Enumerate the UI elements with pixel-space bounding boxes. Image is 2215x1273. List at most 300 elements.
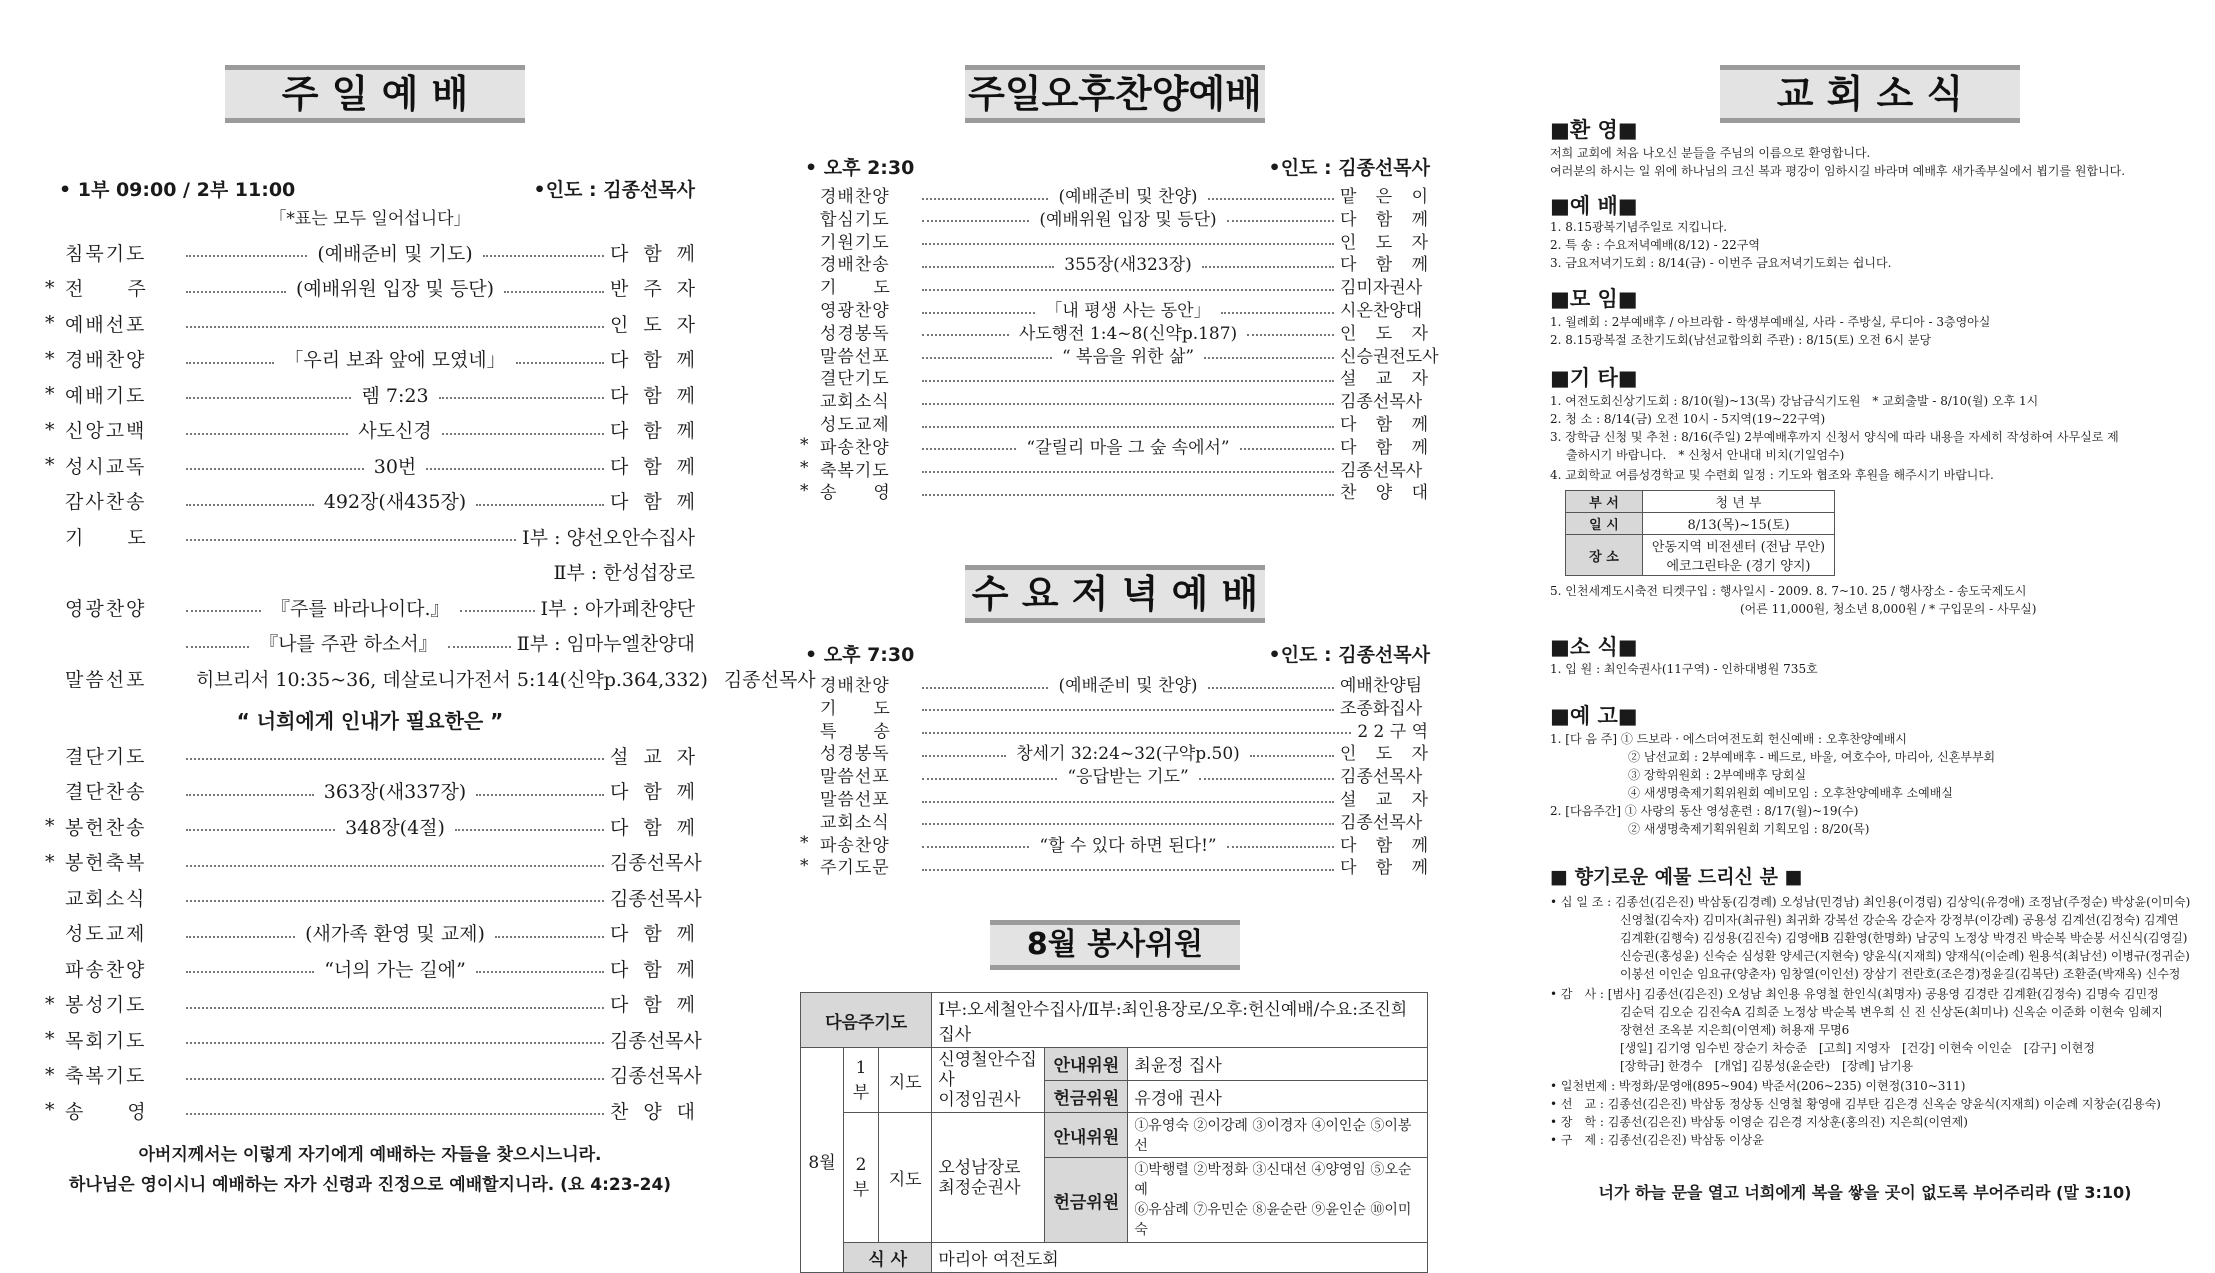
standing-marker: * [45,383,55,405]
leader-dots [922,823,1334,825]
order-label: 교회소식 [820,392,890,413]
order-label: 성도교제 [820,415,890,435]
order-person: 김종선목사 [610,852,702,874]
sunday-service-title: 주 일 예 배 [225,65,525,123]
leader-dots [922,778,1057,780]
order-row [45,661,816,695]
camp-date-value: 8/13(목)~15(토) [1643,513,1835,535]
order-person: 다 함 께 [1340,835,1428,856]
leader-dots [186,971,314,973]
order-person: 다 함 께 [610,420,696,442]
leader-dots [1227,220,1334,222]
order-content: “너의 가는 길에” [324,958,466,981]
offering-burnt: • 일천번제 : 박정화/문영애(895~904) 박준서(206~235) 이현정(310~311) [1550,1079,1966,1093]
offering-relief: • 구 제 : 김종선(김은진) 박삼동 이상윤 [1550,1133,1764,1147]
order-content: 히브리서 10:35~36, 데살로니가전서 5:14(신약p.364,332) [196,668,708,691]
worship-heading: ■예 배■ [1550,194,1638,218]
month-cell: 8월 [801,1048,844,1273]
order-person: 다 함 께 [610,349,695,371]
order-content: “갈릴리 마을 그 숲 속에서” [1026,437,1230,458]
standing-marker: * [45,815,55,837]
order-label: 송 영 [820,483,891,504]
camp-place-value [1643,535,1835,576]
order-person: 김종선목사 [1340,767,1423,788]
notice-line1: 1. [다 음 주] ① 드보라 · 에스더여전도회 헌신예배 : 오후찬양예배시 [1550,732,1908,746]
camp-dept-value: 청 년 부 [1643,491,1835,513]
order-label: 성도교제 [65,923,147,945]
scripture-line-1: 아버지께서는 이렇게 자기에게 예배하는 자들을 찾으시느니라. [138,1145,602,1165]
order-row [45,484,695,518]
order-content: (예배준비 및 찬양) [1058,676,1198,696]
leader-dots [922,471,1334,473]
part1-offer-head: 헌금위원 [1045,1080,1128,1113]
leader-dots [922,755,1006,757]
camp-table [1565,490,1835,576]
order-label: 축복기도 [65,1065,147,1087]
order-row [45,413,695,447]
order-label: 말씀선포 [820,346,890,367]
next-week-prayer-value: Ⅰ부:오세철안수집사/Ⅱ부:최인용장로/오후:헌신예배/수요:조진희집사 [932,993,1428,1048]
meeting-heading: ■모 임■ [1550,287,1638,311]
order-person: 김종선목사 [610,1029,702,1052]
news-line1: 1. 입 원 : 최인숙권사(11구역) - 인하대병원 735호 [1550,662,1818,676]
leader-dots [455,829,604,831]
order-row [45,555,695,589]
order-row [800,365,1428,388]
order-person: 다 함 께 [610,491,696,513]
order-person: 다 함 께 [610,384,695,407]
order-content: (예배준비 및 찬양) [1058,187,1198,207]
order-label: 봉헌축복 [65,852,147,874]
leader-dots [186,397,351,399]
order-content: (예배위원 입장 및 등단) [1039,209,1217,230]
order-row [800,695,1428,718]
order-person: 설 교 자 [1340,790,1428,810]
worship-line1: 1. 8.15광복기념주일로 지킵니다. [1550,220,1728,234]
order-label: 전 주 [65,278,148,300]
order-label: 교회소식 [65,887,147,910]
leader-dots [186,362,274,364]
news-heading: ■소 식■ [1550,635,1638,659]
order-person: 다 함 께 [1340,858,1428,879]
order-label: 영광찬양 [820,301,890,321]
standing-marker: * [45,312,55,334]
order-content: “할 수 있다 하면 된다!” [1039,835,1217,856]
order-person: 반 주 자 [610,278,696,300]
order-person: 다 함 께 [610,923,695,945]
order-content: “ 복음을 위한 삶” [1061,346,1195,367]
order-label: 결단찬송 [65,781,147,803]
leader-dots [922,198,1048,200]
leader-dots [186,539,516,541]
order-label: 특 송 [820,721,891,742]
order-label: 파송찬양 [820,437,890,458]
order-person: Ⅰ부 : 아가페찬양단 [540,597,695,620]
leader-dots [186,829,335,831]
leader-dots [1204,357,1334,359]
leader-dots [186,900,604,902]
order-row [800,388,1428,411]
order-person: 다 함 께 [610,994,695,1016]
order-content: 355장(새323장) [1064,255,1192,276]
standing-marker: * [45,418,55,441]
worship-line3: 3. 금요저녁기도회 : 8/14(금) - 이번주 금요저녁기도회는 쉽니다. [1550,256,1892,270]
standing-marker: * [45,992,55,1015]
order-label: 송 영 [65,1100,148,1123]
order-row [800,479,1428,502]
notice-line3: ③ 장학위원회 : 2부예배후 당회실 [1628,768,1807,782]
order-label: 기 도 [65,526,148,549]
leader-dots [186,794,314,796]
leader-dots [1227,846,1334,848]
middle-column [800,0,1439,1270]
order-row [800,457,1428,480]
part1-names: 신영철안수집사 이정임권사 [932,1048,1045,1113]
meeting-line2: 2. 8.15광복절 조찬기도회(남선교합의회 주관) : 8/15(토) 오전 6시 분당 [1550,333,1932,347]
offering-thanks-5: [장학금] 한경수 [개업] 김봉성(윤순란) [장례] 남기용 [1620,1059,1914,1073]
order-label: 기 도 [820,278,891,299]
offering-tithe-3: 김계환(김행숙) 김성용(김진숙) 김영애B 김환영(한명화) 남궁익 노정상 박경진 박순복 박순봉 서신식(김영길) [1620,931,2188,945]
leader-dots [186,433,348,435]
leader-dots [448,646,511,648]
closing-verse: 너가 하늘 문을 열고 너희에게 복을 쌓을 곳이 없도록 부어주리라 (말 3:10) [1598,1183,2132,1202]
leader-dots [922,709,1334,711]
welcome-line1: 저희 교회에 처음 나오신 분들을 주님의 이름으로 환영합니다. [1550,146,1871,160]
order-row [45,626,695,660]
order-label: 목회기도 [65,1029,147,1052]
leader-dots [922,243,1334,245]
order-label: 결단기도 [820,369,890,390]
camp-place-head: 장 소 [1566,535,1643,576]
order-person: Ⅱ부 : 임마누엘찬양대 [516,633,696,655]
order-row [800,434,1428,457]
leader-dots [1221,312,1334,314]
afternoon-service-title: 주일오후찬양예배 [965,65,1265,123]
leader-dots [186,468,364,470]
meeting-line1: 1. 월례회 : 2부예배후 / 아브라함 - 학생부예배실, 사라 - 주방실, 루디아 - 3층영아실 [1550,315,1991,329]
camp-dept-head: 부 서 [1566,491,1643,513]
order-label: 성시교독 [65,455,147,478]
order-content: 렘 7:23 [361,384,429,407]
order-row [800,411,1428,434]
order-row [45,951,695,985]
leader-dots [442,433,604,435]
order-label: 파송찬양 [820,835,890,856]
order-person: Ⅱ부 : 한성섭장로 [553,562,695,584]
standing-marker: * [45,347,55,370]
order-person: 다 함 께 [1340,437,1428,458]
order-row [800,672,1428,695]
leader-dots [186,758,604,760]
leader-dots [922,312,1035,314]
leader-dots [922,289,1334,291]
notice-line6: ② 새생명축제기획위원회 기획모임 : 8/20(목) [1628,822,1870,836]
order-person: 인 도 자 [610,313,695,336]
part2-offer-line1: ①박행렬 ②박정화 ③신대선 ④양영임 ⑤오순예 [1134,1162,1412,1198]
leader-dots [1250,755,1334,757]
leader-dots [1247,334,1334,336]
leader-dots [476,794,604,796]
part2-pray-cell: 지도 [879,1113,932,1243]
order-row [45,271,695,305]
next-week-prayer-head: 다음주기도 [801,993,932,1048]
leader-dots [495,936,604,938]
leader-dots [922,732,1351,734]
order-person: 2 2 구 역 [1357,721,1428,742]
leader-dots [1199,778,1334,780]
part2-cell: 2부 [844,1113,879,1243]
order-label: 경배찬양 [820,676,890,696]
notice-heading: ■예 고■ [1550,704,1638,728]
leader-dots [186,936,295,938]
order-label: 말씀선포 [820,790,890,810]
order-person: 김종선목사 [723,668,816,691]
order-row [45,448,695,482]
order-row [45,987,695,1021]
offering-thanks-2: 김순덕 김오순 김진숙A 김희준 노정상 박순복 변우희 신 진 신상돈(최미나) 신옥순 이준화 이현숙 임혜지 [1620,1005,2163,1019]
order-label: 예배기도 [65,384,147,407]
order-person: 다 함 께 [610,781,696,803]
order-person: 김종선목사 [1340,460,1423,481]
leader-dots [922,494,1334,496]
order-content: (예배위원 입장 및 등단) [295,278,495,300]
afternoon-leader: •인도 : 김종선목사 [1268,157,1430,179]
part2-offer-value [1128,1158,1428,1243]
order-person: 설 교 자 [610,745,695,768]
offering-tithe-4: 신승권(홍성윤) 신숙순 심성환 양세근(지현숙) 양윤식(지재희) 양재식(이순례) 원용석(최남선) 이병규(정귀순) [1620,949,2190,963]
leader-dots [186,1042,604,1044]
standing-marker: * [800,833,809,854]
order-person: 찬 양 대 [1340,483,1428,504]
leader-dots [922,426,1334,428]
leader-dots [922,266,1054,268]
order-content: 「우리 보좌 앞에 모였네」 [284,349,506,371]
standing-marker: * [45,850,55,873]
order-row [45,880,702,914]
leader-dots [1202,266,1334,268]
leader-dots [922,403,1334,405]
leader-dots [922,357,1052,359]
order-person: Ⅰ부 : 양선오안수집사 [522,526,695,549]
order-person: 다 함 께 [610,242,696,265]
leader-dots [186,1113,604,1115]
order-person: 신승권전도사 [1340,346,1439,367]
part1-pray-cell: 지도 [879,1048,932,1113]
order-row [45,342,695,376]
order-person: 설 교 자 [1340,369,1428,390]
offering-thanks-4: [생일] 김기영 임수빈 장순기 차승준 [고희] 지영자 [건강] 이현숙 이인순 [감구] 이현정 [1620,1041,2095,1055]
etc-line2: 2. 청 소 : 8/14(금) 오전 10시 - 5지역(19~22구역) [1550,412,1826,426]
etc-line3: 3. 장학금 신청 및 추천 : 8/16(주일) 2부예배후까지 신청서 양식에 따라 내용을 자세히 작성하여 사무실로 제 [1550,430,2119,444]
offering-mission: • 선 교 : 김종선(김은진) 박삼동 정상동 신영철 황영애 김부탄 김은경 신옥순 양윤식(지재희) 이순례 지창순(김용숙) [1550,1097,2161,1111]
order-label: 성경봉독 [820,323,890,344]
order-label: 예배선포 [65,313,147,336]
order-row [800,297,1428,320]
meal-value: 마리아 여전도회 [932,1243,1428,1273]
camp-place-a: 안동지역 비전센터 (전남 무안) [1651,540,1826,555]
offering-tithe-1: • 십 일 조 : 김종선(김은진) 박삼동(김경례) 오성남(민경남) 최인용(이경림) 김상익(유경애) 조정남(주정순) 박상윤(이미숙) [1550,895,2191,909]
leader-dots [1208,687,1334,689]
etc-line3b: 출하시기 바랍니다. * 신청서 안내대 비치(기일엄수) [1566,448,1845,462]
order-content: 348장(4절) [345,816,445,839]
leader-dots [460,610,535,612]
part1-cell: 1부 [844,1048,879,1113]
standing-marker: * [800,855,809,876]
order-content: (예배준비 및 기도) [317,242,473,265]
order-label: 결단기도 [65,745,147,768]
order-person: 다 함 께 [1340,255,1428,276]
order-row [45,377,695,411]
standing-marker: * [45,276,55,299]
right-column [1550,0,2191,1240]
order-label: 침묵기도 [65,242,147,265]
leader-dots [186,326,604,328]
part2-guide-head: 안내위원 [1045,1113,1128,1158]
order-content: “응답받는 기도” [1067,767,1189,788]
leader-dots [186,291,286,293]
order-row [45,809,695,843]
order-row [800,832,1428,855]
leader-dots [922,801,1334,803]
leader-dots [186,1007,604,1009]
part2-offer-head: 헌금위원 [1045,1158,1128,1243]
order-person: 다 함 께 [1340,209,1428,230]
order-row [45,738,695,772]
leader-dots [922,846,1029,848]
order-person: 다 함 께 [610,958,696,981]
order-person: 시온찬양대 [1340,301,1423,321]
standing-marker: * [800,435,809,456]
church-news-title: 교 회 소 식 [1720,65,2020,123]
etc-line5: 5. 인천세계도시축전 티켓구입 : 행사일시 - 2009. 8. 7~10. 25 / 행사장소 - 송도국제도시 [1550,584,2027,598]
order-row [800,718,1428,741]
order-row [800,343,1439,367]
left-column [45,0,816,1240]
leader-dots [186,610,261,612]
order-label: 말씀선포 [820,767,890,788]
order-row [45,235,695,269]
standing-marker: * [800,480,809,501]
order-row [45,774,695,808]
offering-thanks-3: 장현선 조옥분 지은희(이연제) 허용재 무명6 [1620,1023,1850,1037]
order-content: 492장(새435장) [323,491,467,513]
order-row [45,306,695,340]
order-row [45,519,695,553]
order-person: 김미자권사 [1340,278,1423,299]
order-person: 맡 은 이 [1340,187,1428,207]
notice-line4: ④ 새생명축제기획위원회 예비모임 : 오후찬양예배후 소예배실 [1628,786,1953,800]
order-row [800,763,1428,786]
notice-line5: 2. [다음주간] ① 사랑의 동산 영성훈련 : 8/17(월)~19(수) [1550,804,1859,818]
service-time: • 1부 09:00 / 2부 11:00 [59,179,296,201]
order-content: 사도신경 [358,420,432,442]
order-person: 김종선목사 [1340,812,1423,833]
camp-date-head: 일 시 [1566,513,1643,535]
offering-tithe-2: 신영철(김숙자) 김미자(최규원) 최귀화 강복선 강순옥 강순자 강정부(이강례) 공용성 김계선(김정숙) 김계연 [1620,913,2179,927]
order-person: 김종선목사 [610,1065,702,1087]
order-label: 봉성기도 [65,994,147,1016]
order-person: 인 도 자 [1340,744,1429,765]
scripture-line-2: 하나님은 영이시니 예배하는 자가 신령과 진정으로 예배할지니라. (요 4:23-24) [68,1175,672,1195]
standing-marker: * [45,1063,55,1086]
offering-heading: ■ 향기로운 예물 드리신 분 ■ [1550,866,1803,888]
standing-marker: * [45,1028,55,1050]
order-row [800,251,1428,274]
order-content: 30번 [373,455,417,478]
standing-marker: * [800,458,809,479]
order-person: 찬 양 대 [610,1100,695,1123]
sermon-title: “ 너희에게 인내가 필요한은 ” [236,709,504,733]
order-content: 『주를 바라나이다.』 [270,597,450,620]
leader-dots [186,255,307,257]
leader-dots [439,397,604,399]
order-row [800,740,1428,763]
leader-dots [922,380,1334,382]
order-label: 신앙고백 [65,420,147,442]
leader-dots [476,971,604,973]
order-content: 사도행전 1:4~8(신약p.187) [1018,323,1238,344]
order-content: 「내 평생 사는 동안」 [1045,301,1211,321]
order-label: 기원기도 [820,232,890,253]
etc-heading: ■기 타■ [1550,366,1638,390]
order-content: 창세기 32:24~32(구약p.50) [1016,744,1240,765]
welcome-line2: 여러분의 하시는 일 위에 하나님의 크신 복과 평강이 임하시길 바라며 예배후 새가족부실에서 뵙기를 원합니다. [1550,164,2126,178]
meal-head: 식 사 [844,1243,932,1273]
order-row [800,229,1428,252]
part1-guide-head: 안내위원 [1045,1048,1128,1081]
standing-marker: * [45,1099,55,1121]
order-label: 기 도 [820,698,891,719]
order-person: 김종선목사 [610,887,702,910]
standing-note: 「*표는 모두 일어섭니다」 [269,209,471,229]
order-label: 교회소식 [820,812,890,833]
order-row [45,916,695,950]
order-row [45,590,695,624]
order-row [800,183,1428,206]
order-row [45,1093,695,1127]
leader-dots [476,504,604,506]
order-label: 성경봉독 [820,744,890,765]
order-row [800,206,1428,229]
leader-dots [922,687,1048,689]
worship-line2: 2. 특 송 : 수요저녁예배(8/12) - 22구역 [1550,238,1760,252]
offering-scholarship: • 장 학 : 김종선(김은진) 박삼동 이영순 김은경 지상훈(홍의진) 지은희(이연제) [1550,1115,1968,1129]
offering-tithe-5: 이봉선 이인순 임요규(양춘자) 임창열(이인선) 장삼기 전란호(조은경)정윤길(김복단) 조환준(박재옥) 신수정 [1620,967,2181,981]
order-person: 다 함 께 [1340,415,1428,435]
order-label: 봉헌찬송 [65,816,147,839]
order-label: 영광찬양 [65,597,147,620]
part2-offer-line2: ⑥유삼례 ⑦유민순 ⑧윤순란 ⑨윤인순 ⑩이미숙 [1134,1202,1412,1238]
order-row [800,854,1428,877]
order-label: 경배찬양 [820,187,890,207]
leader-dots [504,291,604,293]
volunteers-table [800,992,1428,1273]
order-row [800,274,1428,297]
wednesday-time: • 오후 7:30 [805,644,915,666]
part2-guide-value: ①유영숙 ②이강례 ③이경자 ④이인순 ⑤이봉선 [1128,1113,1428,1158]
leader-dots [1240,448,1334,450]
etc-line4: 4. 교회학교 여름성경학교 및 수련회 일정 : 기도와 협조와 후원을 해주시기 바랍니다. [1550,468,1994,482]
order-label: 경배찬양 [65,349,147,371]
order-label: 축복기도 [820,460,890,481]
leader-dots [1208,198,1334,200]
leader-dots [516,362,604,364]
leader-dots [186,646,249,648]
welcome-heading: ■환 영■ [1550,118,1638,142]
order-person: 인 도 자 [1340,323,1429,344]
order-content: 363장(새337장) [323,781,467,803]
leader-dots [922,220,1029,222]
